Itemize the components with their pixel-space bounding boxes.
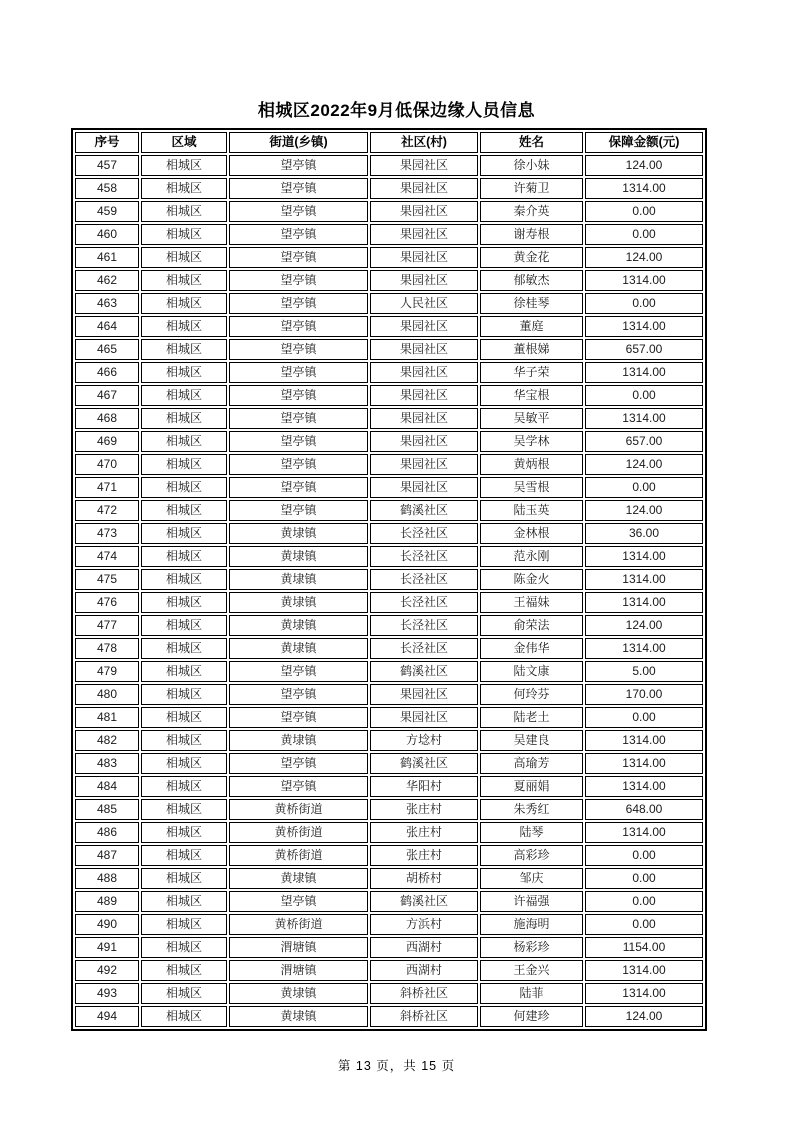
cell-seq: 477	[75, 615, 139, 636]
table-row	[75, 615, 703, 636]
cell-street: 望亭镇	[229, 178, 368, 199]
table-row	[75, 937, 703, 958]
table-row	[75, 891, 703, 912]
table-row	[75, 201, 703, 222]
cell-name: 吴雪根	[480, 477, 583, 498]
cell-street: 黄埭镇	[229, 546, 368, 567]
cell-community: 人民社区	[370, 293, 478, 314]
table-row	[75, 362, 703, 383]
cell-amount: 1314.00	[585, 316, 703, 337]
cell-name: 何玲芬	[480, 684, 583, 705]
cell-seq: 462	[75, 270, 139, 291]
cell-name: 范永刚	[480, 546, 583, 567]
cell-amount: 1154.00	[585, 937, 703, 958]
cell-street: 望亭镇	[229, 247, 368, 268]
cell-street: 渭塘镇	[229, 937, 368, 958]
table-header-row	[75, 132, 703, 153]
cell-street: 黄埭镇	[229, 730, 368, 751]
cell-community: 果园社区	[370, 155, 478, 176]
table-row	[75, 339, 703, 360]
cell-street: 望亭镇	[229, 707, 368, 728]
cell-region: 相城区	[141, 293, 227, 314]
cell-region: 相城区	[141, 247, 227, 268]
cell-street: 望亭镇	[229, 201, 368, 222]
cell-amount: 0.00	[585, 224, 703, 245]
cell-seq: 458	[75, 178, 139, 199]
table-row	[75, 523, 703, 544]
cell-region: 相城区	[141, 799, 227, 820]
cell-amount: 124.00	[585, 454, 703, 475]
cell-seq: 475	[75, 569, 139, 590]
cell-region: 相城区	[141, 224, 227, 245]
cell-amount: 657.00	[585, 431, 703, 452]
cell-name: 陆老土	[480, 707, 583, 728]
cell-street: 望亭镇	[229, 753, 368, 774]
cell-seq: 478	[75, 638, 139, 659]
cell-amount: 1314.00	[585, 753, 703, 774]
cell-amount: 1314.00	[585, 569, 703, 590]
cell-street: 望亭镇	[229, 661, 368, 682]
cell-amount: 0.00	[585, 845, 703, 866]
cell-seq: 463	[75, 293, 139, 314]
cell-amount: 0.00	[585, 385, 703, 406]
cell-community: 鹤溪社区	[370, 500, 478, 521]
cell-seq: 459	[75, 201, 139, 222]
cell-seq: 474	[75, 546, 139, 567]
table-row	[75, 753, 703, 774]
cell-region: 相城区	[141, 983, 227, 1004]
cell-street: 黄桥街道	[229, 845, 368, 866]
cell-street: 望亭镇	[229, 684, 368, 705]
cell-seq: 470	[75, 454, 139, 475]
cell-region: 相城区	[141, 615, 227, 636]
cell-seq: 467	[75, 385, 139, 406]
cell-community: 长泾社区	[370, 638, 478, 659]
cell-street: 渭塘镇	[229, 960, 368, 981]
table-row	[75, 569, 703, 590]
cell-seq: 492	[75, 960, 139, 981]
cell-community: 方埝村	[370, 730, 478, 751]
cell-region: 相城区	[141, 638, 227, 659]
cell-community: 西湖村	[370, 960, 478, 981]
table-row	[75, 638, 703, 659]
cell-seq: 460	[75, 224, 139, 245]
cell-name: 吴学林	[480, 431, 583, 452]
cell-seq: 457	[75, 155, 139, 176]
table-row	[75, 454, 703, 475]
table-row	[75, 155, 703, 176]
cell-name: 陆文康	[480, 661, 583, 682]
cell-region: 相城区	[141, 753, 227, 774]
cell-street: 黄埭镇	[229, 615, 368, 636]
cell-amount: 1314.00	[585, 983, 703, 1004]
table-row	[75, 385, 703, 406]
table-row	[75, 500, 703, 521]
table-row	[75, 293, 703, 314]
cell-name: 陆玉英	[480, 500, 583, 521]
cell-name: 邹庆	[480, 868, 583, 889]
cell-seq: 471	[75, 477, 139, 498]
column-header-name: 姓名	[480, 132, 583, 153]
cell-seq: 480	[75, 684, 139, 705]
cell-name: 吴敏平	[480, 408, 583, 429]
cell-community: 长泾社区	[370, 592, 478, 613]
cell-region: 相城区	[141, 845, 227, 866]
cell-amount: 657.00	[585, 339, 703, 360]
table-row	[75, 684, 703, 705]
cell-name: 董庭	[480, 316, 583, 337]
cell-region: 相城区	[141, 776, 227, 797]
cell-seq: 488	[75, 868, 139, 889]
table-row	[75, 270, 703, 291]
cell-community: 胡桥村	[370, 868, 478, 889]
cell-name: 许福强	[480, 891, 583, 912]
cell-name: 金伟华	[480, 638, 583, 659]
cell-community: 鹤溪社区	[370, 753, 478, 774]
cell-name: 朱秀红	[480, 799, 583, 820]
table-row	[75, 661, 703, 682]
cell-name: 施海明	[480, 914, 583, 935]
cell-community: 果园社区	[370, 224, 478, 245]
cell-community: 长泾社区	[370, 546, 478, 567]
column-header-seq: 序号	[75, 132, 139, 153]
table-body	[75, 155, 703, 1027]
cell-community: 长泾社区	[370, 615, 478, 636]
cell-street: 黄埭镇	[229, 983, 368, 1004]
cell-amount: 0.00	[585, 477, 703, 498]
cell-name: 黄金花	[480, 247, 583, 268]
cell-amount: 36.00	[585, 523, 703, 544]
table-row	[75, 845, 703, 866]
cell-region: 相城区	[141, 937, 227, 958]
cell-region: 相城区	[141, 178, 227, 199]
cell-community: 斜桥社区	[370, 1006, 478, 1027]
cell-region: 相城区	[141, 339, 227, 360]
table-row	[75, 960, 703, 981]
cell-name: 高瑜芳	[480, 753, 583, 774]
cell-seq: 468	[75, 408, 139, 429]
cell-name: 王福妹	[480, 592, 583, 613]
cell-seq: 476	[75, 592, 139, 613]
cell-seq: 483	[75, 753, 139, 774]
cell-region: 相城区	[141, 707, 227, 728]
cell-community: 西湖村	[370, 937, 478, 958]
benefits-table	[71, 128, 707, 1031]
cell-name: 金林根	[480, 523, 583, 544]
table-row	[75, 776, 703, 797]
cell-amount: 1314.00	[585, 592, 703, 613]
cell-region: 相城区	[141, 477, 227, 498]
cell-amount: 0.00	[585, 868, 703, 889]
table-row	[75, 914, 703, 935]
cell-amount: 1314.00	[585, 638, 703, 659]
cell-street: 黄桥街道	[229, 799, 368, 820]
cell-community: 张庄村	[370, 822, 478, 843]
cell-community: 果园社区	[370, 684, 478, 705]
column-header-street: 街道(乡镇)	[229, 132, 368, 153]
cell-region: 相城区	[141, 431, 227, 452]
table-row	[75, 822, 703, 843]
cell-name: 郁敏杰	[480, 270, 583, 291]
cell-street: 望亭镇	[229, 339, 368, 360]
cell-seq: 466	[75, 362, 139, 383]
cell-community: 果园社区	[370, 454, 478, 475]
cell-amount: 1314.00	[585, 822, 703, 843]
cell-seq: 469	[75, 431, 139, 452]
cell-region: 相城区	[141, 960, 227, 981]
cell-amount: 1314.00	[585, 546, 703, 567]
cell-seq: 489	[75, 891, 139, 912]
cell-amount: 0.00	[585, 914, 703, 935]
cell-amount: 1314.00	[585, 408, 703, 429]
cell-street: 望亭镇	[229, 431, 368, 452]
cell-street: 望亭镇	[229, 776, 368, 797]
cell-community: 长泾社区	[370, 523, 478, 544]
cell-street: 望亭镇	[229, 293, 368, 314]
cell-street: 黄埭镇	[229, 868, 368, 889]
cell-region: 相城区	[141, 914, 227, 935]
table-row	[75, 316, 703, 337]
cell-street: 黄埭镇	[229, 569, 368, 590]
page-footer: 第 13 页，共 15 页	[337, 1059, 456, 1073]
cell-amount: 1314.00	[585, 776, 703, 797]
cell-region: 相城区	[141, 454, 227, 475]
table-row	[75, 730, 703, 751]
cell-community: 果园社区	[370, 339, 478, 360]
cell-region: 相城区	[141, 523, 227, 544]
cell-seq: 487	[75, 845, 139, 866]
column-header-amount: 保障金额(元)	[585, 132, 703, 153]
cell-seq: 493	[75, 983, 139, 1004]
cell-region: 相城区	[141, 569, 227, 590]
cell-name: 华子荣	[480, 362, 583, 383]
cell-street: 黄埭镇	[229, 1006, 368, 1027]
cell-street: 黄桥街道	[229, 914, 368, 935]
cell-amount: 170.00	[585, 684, 703, 705]
cell-community: 张庄村	[370, 799, 478, 820]
cell-street: 黄桥街道	[229, 822, 368, 843]
cell-region: 相城区	[141, 684, 227, 705]
cell-community: 鹤溪社区	[370, 661, 478, 682]
cell-amount: 124.00	[585, 615, 703, 636]
cell-region: 相城区	[141, 362, 227, 383]
cell-community: 果园社区	[370, 178, 478, 199]
table-row	[75, 799, 703, 820]
cell-amount: 0.00	[585, 293, 703, 314]
cell-region: 相城区	[141, 868, 227, 889]
cell-street: 黄埭镇	[229, 638, 368, 659]
cell-street: 望亭镇	[229, 477, 368, 498]
cell-name: 徐桂琴	[480, 293, 583, 314]
cell-name: 许菊卫	[480, 178, 583, 199]
cell-amount: 124.00	[585, 155, 703, 176]
cell-name: 何建珍	[480, 1006, 583, 1027]
cell-region: 相城区	[141, 822, 227, 843]
cell-seq: 461	[75, 247, 139, 268]
table-row	[75, 247, 703, 268]
cell-region: 相城区	[141, 316, 227, 337]
cell-region: 相城区	[141, 270, 227, 291]
cell-region: 相城区	[141, 546, 227, 567]
cell-community: 果园社区	[370, 362, 478, 383]
cell-name: 谢寿根	[480, 224, 583, 245]
cell-community: 果园社区	[370, 201, 478, 222]
cell-amount: 1314.00	[585, 178, 703, 199]
table-row	[75, 1006, 703, 1027]
cell-name: 杨彩珍	[480, 937, 583, 958]
cell-community: 果园社区	[370, 385, 478, 406]
cell-street: 望亭镇	[229, 891, 368, 912]
cell-name: 黄炳根	[480, 454, 583, 475]
cell-name: 王金兴	[480, 960, 583, 981]
cell-community: 果园社区	[370, 316, 478, 337]
cell-name: 陆琴	[480, 822, 583, 843]
cell-amount: 0.00	[585, 707, 703, 728]
column-header-community: 社区(村)	[370, 132, 478, 153]
cell-community: 鹤溪社区	[370, 891, 478, 912]
cell-community: 方浜村	[370, 914, 478, 935]
cell-street: 望亭镇	[229, 155, 368, 176]
cell-region: 相城区	[141, 592, 227, 613]
table-row	[75, 178, 703, 199]
cell-name: 秦介英	[480, 201, 583, 222]
cell-seq: 465	[75, 339, 139, 360]
cell-community: 长泾社区	[370, 569, 478, 590]
cell-street: 黄埭镇	[229, 592, 368, 613]
cell-seq: 481	[75, 707, 139, 728]
cell-region: 相城区	[141, 408, 227, 429]
cell-amount: 1314.00	[585, 362, 703, 383]
cell-seq: 485	[75, 799, 139, 820]
cell-name: 高彩珍	[480, 845, 583, 866]
cell-seq: 479	[75, 661, 139, 682]
table-row	[75, 477, 703, 498]
cell-name: 董根娣	[480, 339, 583, 360]
cell-community: 果园社区	[370, 477, 478, 498]
table-row	[75, 546, 703, 567]
table-row	[75, 707, 703, 728]
cell-seq: 494	[75, 1006, 139, 1027]
cell-region: 相城区	[141, 385, 227, 406]
cell-amount: 1314.00	[585, 960, 703, 981]
cell-seq: 472	[75, 500, 139, 521]
cell-seq: 486	[75, 822, 139, 843]
cell-street: 望亭镇	[229, 362, 368, 383]
cell-region: 相城区	[141, 500, 227, 521]
cell-amount: 124.00	[585, 500, 703, 521]
cell-seq: 482	[75, 730, 139, 751]
cell-community: 斜桥社区	[370, 983, 478, 1004]
cell-street: 望亭镇	[229, 408, 368, 429]
cell-region: 相城区	[141, 201, 227, 222]
cell-community: 果园社区	[370, 408, 478, 429]
cell-street: 望亭镇	[229, 500, 368, 521]
cell-region: 相城区	[141, 155, 227, 176]
cell-community: 果园社区	[370, 247, 478, 268]
cell-amount: 124.00	[585, 1006, 703, 1027]
cell-name: 徐小妹	[480, 155, 583, 176]
table-row	[75, 408, 703, 429]
page-title: 相城区2022年9月低保边缘人员信息	[257, 101, 536, 120]
table-row	[75, 592, 703, 613]
cell-seq: 490	[75, 914, 139, 935]
column-header-region: 区域	[141, 132, 227, 153]
cell-community: 果园社区	[370, 431, 478, 452]
cell-region: 相城区	[141, 891, 227, 912]
table-row	[75, 983, 703, 1004]
cell-amount: 0.00	[585, 891, 703, 912]
cell-street: 望亭镇	[229, 385, 368, 406]
cell-community: 果园社区	[370, 707, 478, 728]
table-row	[75, 431, 703, 452]
cell-region: 相城区	[141, 1006, 227, 1027]
cell-amount: 0.00	[585, 201, 703, 222]
cell-region: 相城区	[141, 730, 227, 751]
cell-amount: 5.00	[585, 661, 703, 682]
cell-amount: 124.00	[585, 247, 703, 268]
cell-seq: 491	[75, 937, 139, 958]
cell-street: 望亭镇	[229, 270, 368, 291]
cell-name: 吴建良	[480, 730, 583, 751]
cell-name: 陈金火	[480, 569, 583, 590]
cell-amount: 648.00	[585, 799, 703, 820]
cell-community: 果园社区	[370, 270, 478, 291]
cell-street: 黄埭镇	[229, 523, 368, 544]
cell-region: 相城区	[141, 661, 227, 682]
cell-seq: 464	[75, 316, 139, 337]
cell-amount: 1314.00	[585, 730, 703, 751]
cell-street: 望亭镇	[229, 454, 368, 475]
table-row	[75, 224, 703, 245]
cell-street: 望亭镇	[229, 224, 368, 245]
cell-street: 望亭镇	[229, 316, 368, 337]
cell-community: 华阳村	[370, 776, 478, 797]
cell-amount: 1314.00	[585, 270, 703, 291]
table-row	[75, 868, 703, 889]
cell-seq: 473	[75, 523, 139, 544]
cell-name: 陆菲	[480, 983, 583, 1004]
cell-community: 张庄村	[370, 845, 478, 866]
cell-name: 夏丽娟	[480, 776, 583, 797]
cell-name: 俞荣法	[480, 615, 583, 636]
cell-name: 华宝根	[480, 385, 583, 406]
cell-seq: 484	[75, 776, 139, 797]
